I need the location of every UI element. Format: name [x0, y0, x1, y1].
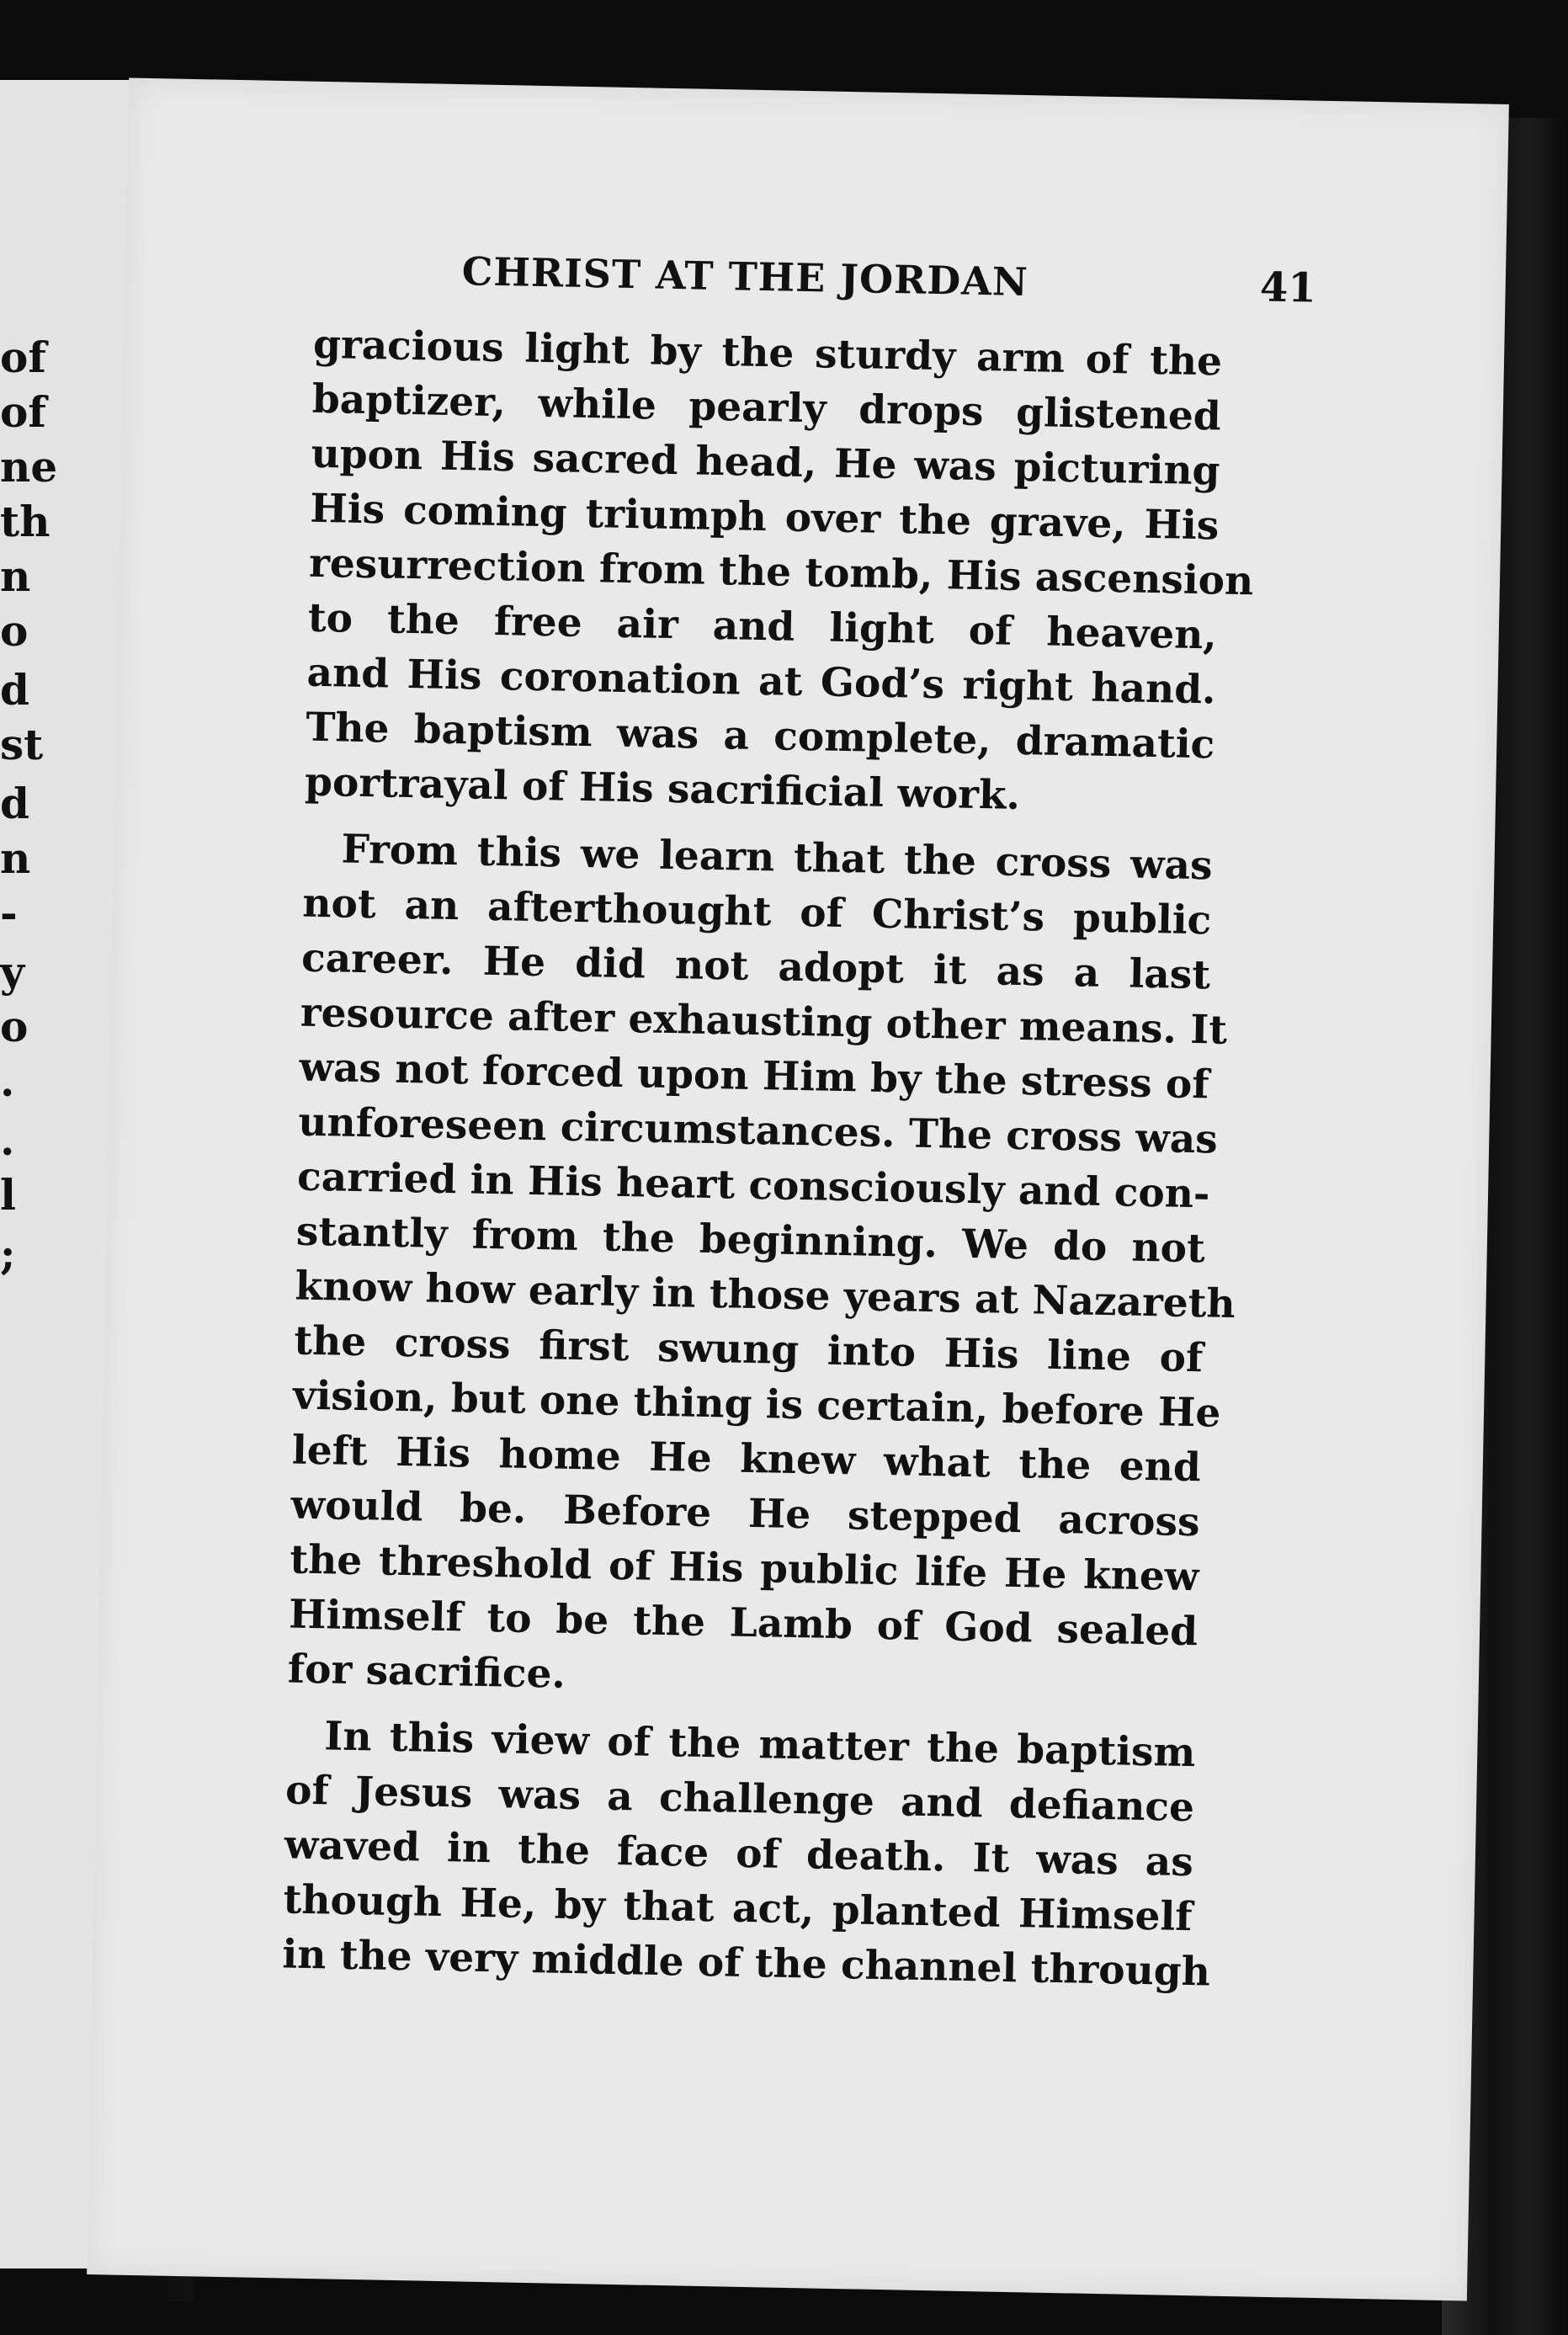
margin-fragment: st [0, 720, 44, 769]
margin-fragment: d [0, 779, 29, 828]
margin-fragment: of [0, 332, 46, 382]
text-line: the threshold of His public life He knew [289, 1536, 1199, 1601]
text-line: resurrection from the tomb, His ascension [308, 540, 1254, 605]
text-line: vision, but one thing is certain, before He [292, 1372, 1221, 1437]
margin-fragment: d [0, 665, 29, 715]
book-page [87, 77, 1509, 2300]
text-line: to the free air and light of heaven, [307, 594, 1218, 659]
text-line: for sacrifice. [287, 1646, 566, 1698]
text-line: waved in the face of death. It was as [284, 1822, 1194, 1886]
paragraph [281, 1708, 1211, 1999]
text-line: baptizer, while pearly drops glistened [311, 375, 1222, 440]
text-line: The baptism was a complete, dramatic [305, 704, 1215, 769]
margin-fragment: ; [0, 1229, 16, 1279]
text-line: resource after exhausting other means. It [300, 989, 1228, 1054]
text-line: left His home He knew what the end [291, 1427, 1202, 1492]
text-line: From this we learn that the cross was [341, 826, 1213, 890]
text-line: portrayal of His sacrificial work. [304, 758, 1021, 819]
margin-fragment: n [0, 551, 31, 601]
text-line: and His coronation at God’s right hand. [306, 649, 1217, 714]
margin-fragment: ne [0, 442, 58, 492]
margin-fragment: l [0, 1170, 16, 1220]
text-line: stantly from the beginning. We do not [295, 1208, 1206, 1273]
text-line: carried in His heart consciously and con- [296, 1153, 1211, 1218]
text-line: though He, by that act, planted Himself [283, 1876, 1193, 1941]
text-line: in the very middle of the channel through [281, 1931, 1211, 1996]
text-line: would be. Before He stepped across [290, 1481, 1201, 1546]
text-line: of Jesus was a challenge and defiance [284, 1767, 1195, 1832]
text-line: His coming triumph over the grave, His [309, 485, 1220, 550]
text-line: not an afterthought of Christ’s public [301, 880, 1212, 944]
text-line: was not forced upon Him by the stress of [299, 1044, 1210, 1109]
margin-fragment: of [0, 387, 46, 437]
page-number: 41 [1259, 263, 1317, 312]
text-line: gracious light by the sturdy arm of the [312, 321, 1223, 386]
margin-fragment: o [0, 606, 29, 656]
running-head: CHRIST AT THE JORDAN [461, 248, 1029, 306]
text-line: know how early in those years at Nazareth [295, 1263, 1236, 1327]
margin-fragment: th [0, 497, 50, 546]
text-line: the cross first swung into His line of [293, 1317, 1204, 1382]
margin-fragment: y [0, 947, 25, 997]
margin-fragment: . [0, 1056, 15, 1106]
text-line: Himself to be the Lamb of God sealed [288, 1591, 1199, 1656]
paragraph [304, 317, 1254, 827]
margin-fragment: - [0, 888, 18, 938]
margin-fragment: n [0, 833, 31, 883]
text-line: career. He did not adopt it as a last [300, 934, 1211, 999]
margin-fragment: . [0, 1115, 15, 1165]
text-line: unforeseen circumstances. The cross was [297, 1098, 1219, 1163]
text-line: upon His sacred head, He was picturing [311, 430, 1220, 495]
text-line: In this view of the matter the baptism [323, 1713, 1196, 1777]
page-header [125, 242, 1342, 324]
margin-fragment: o [0, 1002, 29, 1051]
paragraph [287, 822, 1236, 1715]
body-text [281, 317, 1254, 2011]
